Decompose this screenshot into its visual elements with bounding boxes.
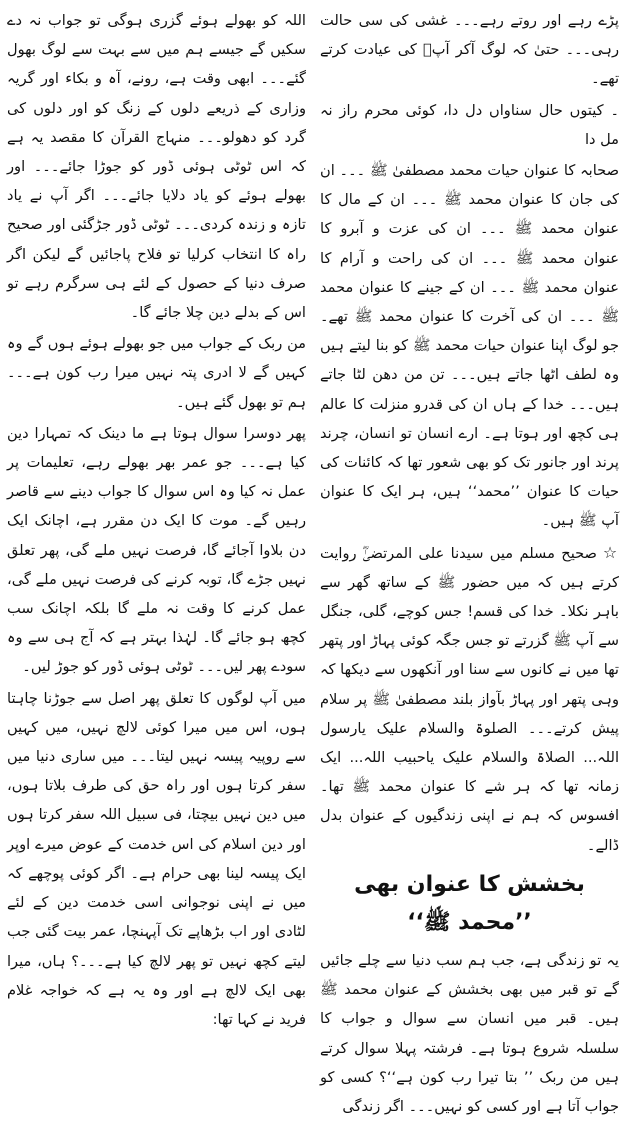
- paragraph: یہ تو زندگی ہے، جب ہم سب دنیا سے چلے جائیں گے تو قبر میں بھی بخشش کے عنوان محمد ﷺ ہیں۔ قبر میں انسان سے سوال و جواب کا سلسلہ شروع ہوتا ہے۔ فرشتہ پہلا سوال کرتے ہیں من ربک ’’ بتا تیرا رب کون ہے‘‘؟ کسی کو جواب آتا ہے اور کسی کو نہیں۔۔۔ اگر زندگی: [320, 951, 619, 1115]
- paragraph: میں آپ لوگوں کا تعلق پھر اصل سے جوڑنا چاہتا ہوں، اس میں میرا کوئی لالچ نہیں، میں کہیں سے روپیہ پیسہ نہیں لیتا۔۔۔ میں ساری دنیا میں سفر کرتا ہوں اور راہ حق کی طرف بلاتا ہوں، میں دین نہیں بیچتا، فی سبیل اللہ سفر کرتا ہوں اور دین اسلام کی اس خدمت کے عوض میرے اوپر ایک پیسہ لینا بھی حرام ہے۔ اگر کوئی پوچھے کہ میں نے اپنی نوجوانی اسی خدمت دین کے لئے لٹادی اور اب بڑھاپے تک آپہنچا، عمر بیت گئی جب لیتے کچھ نہیں تو پھر لالچ کیا ہے۔۔۔؟ ہاں، میرا بھی ایک لالچ ہے اور وہ یہ ہے کہ خواجہ غلام فرید نے کہا تھا:: [7, 689, 306, 1028]
- verse-line: ۔ کیتوں حال سناواں دل دا، کوئی محرم راز نہ مل دا: [320, 101, 619, 148]
- paragraph: من ربک کے جواب میں جو بھولے ہوئے ہوں گے وہ کہیں گے لا ادری پتہ نہیں میرا رب کون ہے۔۔۔ ہم تو بھول گئے ہیں۔: [7, 335, 306, 411]
- star-icon: ☆: [602, 542, 620, 562]
- paragraph: [320, 538, 619, 860]
- paragraph: پھر دوسرا سوال ہوتا ہے ما دینک کہ تمہارا دین کیا ہے۔۔۔ جو عمر بھر بھولے رہے، تعلیمات پر عمل نہ کیا وہ اس سوال کا جواب دینے سے قاصر رہیں گے۔ موت کا ایک دن مقرر ہے، اچانک ایک دن بلاوا آجائے گا، فرصت نہیں ملے گی، پھر تعلق نہیں جڑے گا، توبہ کرنے کی فرصت نہیں ملے گی، عمل کرنے کا وقت نہ ملے گا بلکہ اچانک سب کچھ ہو جائے گا۔ لہٰذا بہتر ہے کہ آج ہی سے وہ سودے پھر لیں۔۔۔ ٹوٹی ہوئی ڈور کو جوڑ لیں۔: [7, 424, 306, 676]
- paragraph: اللہ کو بھولے ہوئے گزری ہوگی تو جواب نہ دے سکیں گے جیسے ہم میں سے بہت سے لوگ بھول گئے۔۔۔ ابھی وقت ہے، رونے، آہ و بکاء اور گریہ وزاری کے ذریعے دلوں کے زنگ کو اور دلوں کی گرد کو دھولو۔۔۔ منہاج القرآن کا مقصد یہ ہے کہ اس ٹوٹی ہوئی ڈور کو جوڑا جائے۔۔۔ اور بھولے ہوئے کو یاد دلایا جائے۔۔۔ اگر آپ نے یاد تازہ و زندہ کردی۔۔۔ ٹوٹی ڈور جڑگئی اور صحیح راہ کا انتخاب کرلیا تو فلاح پاجائیں گے لیکن اگر صرف دنیا کے حصول کے لئے ہی سرگرم رہے تو اس کے بدلے دین چلا جائے گا۔: [7, 12, 306, 322]
- paragraph: پڑے رہے اور روتے رہے۔۔۔ غشی کی سی حالت رہی۔۔۔ حتیٰ کہ لوگ آکر آپؐ کی عیادت کرتے تھے۔: [320, 12, 619, 88]
- left-column: [7, 6, 306, 1028]
- paragraph-text: صحیح مسلم میں سیدنا علی المرتضیٰؓ روایت کرتے ہیں کہ میں حضور ﷺ کے ساتھ گھر سے باہر نکلا۔ خدا کی قسم! جس کوچے، گلی، جنگل سے آپ ﷺ گزرتے تو جس جگہ کوئی پہاڑ اور پتھر تھا میں نے کانوں سے سنا اور آنکھوں سے دیکھا کہ وہی پتھر اور پہاڑ بآواز بلند مصطفیٰ ﷺ پر سلام پیش کرتے۔۔۔ الصلوۃ والسلام علیک یارسول اللہ... الصلاۃ والسلام علیک یاحبیب اللہ... ایک زمانہ تھا کہ ہر شے کا عنوان محمد ﷺ تھا۔ افسوس کہ ہم نے اپنی زندگیوں کے عنوان بدل ڈالے۔: [320, 544, 619, 854]
- paragraph: صحابہ کا عنوان حیات محمد مصطفیٰ ﷺ ۔۔۔ ان کی جان کا عنوان محمد ﷺ ۔۔۔ ان کے مال کا عنوان محمد ﷺ ۔۔۔ ان کی عزت و آبرو کا عنوان محمد ﷺ ۔۔۔ ان کی راحت و آرام کا عنوان محمد ﷺ ۔۔۔ ان کے جینے کا عنوان محمد ﷺ ۔۔۔ ان کی آخرت کا عنوان محمد ﷺ تھے۔ جو لوگ اپنا عنوان حیات محمد ﷺ کو بنا لیتے ہیں وہ لطف اٹھا جاتے ہیں۔۔۔ تن من دھن لٹا جاتے ہیں۔۔۔ خدا کے ہاں ان کی قدرو منزلت کا عالم ہی کچھ اور ہوتا ہے۔ ارے انسان تو انسان، چرند پرند اور جانور تک کو بھی شعور تھا کہ کائنات کی حیات کا عنوان ’’محمد‘‘ ہیں، ہر ایک کا عنوان آپ ﷺ ہیں۔: [320, 162, 619, 530]
- magazine-page: [6, 6, 620, 1115]
- right-column: [320, 6, 620, 1115]
- section-heading: بخشش کا عنوان بھی ’’محمد ﷺ‘‘: [354, 871, 585, 935]
